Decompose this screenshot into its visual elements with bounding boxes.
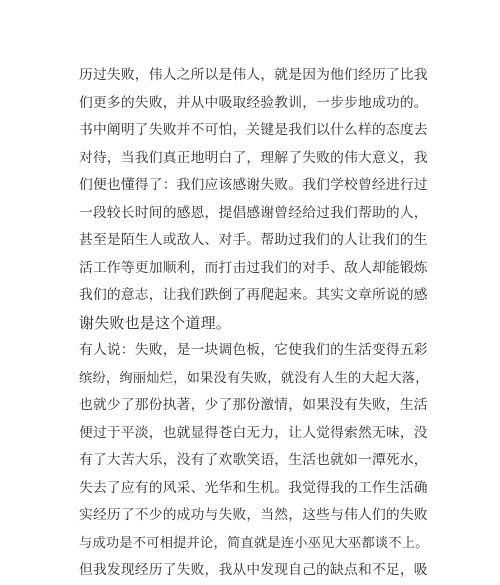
text-line: 们更多的失败，并从中吸取经验教训，一步步地成功的。 xyxy=(79,94,428,111)
text-line: 有了大苦大乐，没有了欢歌笑语，生活也就如一潭死水， xyxy=(79,452,428,468)
text-line: 对待，当我们真正地明白了，理解了失败的伟大意义，我 xyxy=(79,149,428,166)
text-line: 与成功是不可相提并论，简直就是连小巫见大巫都谈不上。 xyxy=(79,535,429,551)
text-line: 谢失败也是这个道理。 xyxy=(79,313,232,332)
text-line: 我们的意志，让我们跌倒了再爬起来。其实文章所说的感 xyxy=(79,287,428,303)
text-line: 也就少了那份执著，少了那份激情，如果没有失败，生活 xyxy=(79,397,428,413)
text-line: 书中阐明了失败并不可怕，关键是我们以什么样的态度去 xyxy=(79,122,428,138)
text-line: 便过于平淡，也就显得苍白无力，让人觉得索然无味，没 xyxy=(79,424,428,441)
text-line: 活工作等更加顺利，而打击过我们的对手、敌人却能锻炼 xyxy=(79,259,428,276)
text-line: 失去了应有的风采、光华和生机。我觉得我的工作生活确 xyxy=(79,479,428,496)
text-line: 甚至是陌生人或敌人、对手。帮助过我们的人让我们的生 xyxy=(79,232,428,248)
text-line: 但我发现经历了失败，我从中发现自己的缺点和不足，吸 xyxy=(79,562,428,578)
text-line: 缤纷，绚丽灿烂，如果没有失败，就没有人生的大起大落， xyxy=(79,370,429,386)
text-line: 们便也懂得了：我们应该感谢失败。我们学校曾经进行过 xyxy=(79,177,428,193)
text-line: 一段较长时间的感恩，提倡感谢曾经给过我们帮助的人， xyxy=(79,204,428,221)
text-line: 历过失败，伟人之所以是伟人，就是因为他们经历了比我 xyxy=(79,67,428,83)
body-text xyxy=(79,62,429,585)
text-line: 实经历了不少的成功与失败，当然，这些与伟人们的失败 xyxy=(79,507,428,523)
text-line: 有人说：失败，是一块调色板，它使我们的生活变得五彩 xyxy=(79,342,428,358)
